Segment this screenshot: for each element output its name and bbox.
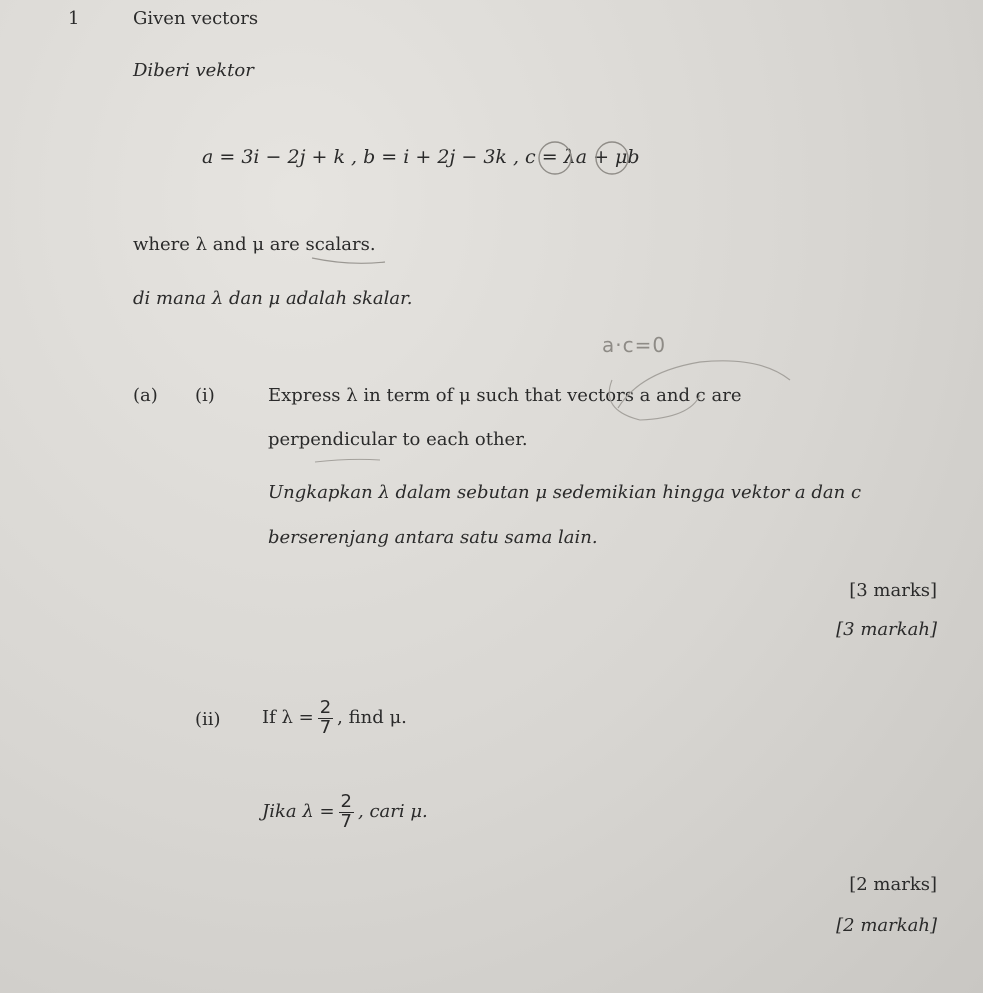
vectors-equation: a = 3i − 2j + k , b = i + 2j − 3k , c = λa + μb	[202, 146, 640, 168]
fraction-numerator: 2	[319, 696, 332, 718]
part-i-marks-malay: [3 markah]	[836, 619, 937, 640]
part-i-text-malay-line1: Ungkapkan λ dalam sebutan μ sedemikian hingga vektor a dan c	[268, 482, 862, 503]
circle-mu-annotation	[596, 142, 628, 174]
underline-scalars-annotation	[312, 258, 385, 263]
part-ii-marks-english: [2 marks]	[849, 874, 937, 895]
intro-malay: Diberi vektor	[133, 60, 254, 81]
part-ii-find-text: , find μ.	[337, 707, 407, 728]
part-ii-cari-text: , cari μ.	[358, 801, 428, 822]
part-ii-label: (ii)	[195, 709, 221, 730]
part-ii-jika-text: Jika λ =	[262, 801, 335, 822]
scalars-english: where λ and μ are scalars.	[133, 234, 376, 255]
part-i-text-english-line2: perpendicular to each other.	[268, 429, 528, 450]
part-ii-if-text: If λ =	[262, 707, 314, 728]
underline-perpendicular-annotation	[315, 459, 380, 462]
scalars-malay: di mana λ dan μ adalah skalar.	[133, 288, 413, 309]
circle-vectors-annotation	[609, 380, 700, 420]
part-i-label: (i)	[195, 385, 215, 406]
question-number: 1	[68, 8, 80, 29]
handwritten-note: a·c=0	[602, 333, 667, 357]
intro-english: Given vectors	[133, 8, 259, 29]
fraction-denominator: 7	[319, 716, 332, 738]
part-i-text-english-line1: Express λ in term of μ such that vectors a and c are	[268, 385, 742, 406]
fraction-numerator-malay: 2	[340, 790, 352, 812]
part-i-marks-english: [3 marks]	[849, 580, 937, 601]
part-a-label: (a)	[133, 385, 158, 406]
part-i-text-malay-line2: berserenjang antara satu sama lain.	[268, 527, 598, 548]
fraction-denominator-malay: 7	[340, 810, 352, 832]
circle-lambda-annotation	[539, 142, 571, 174]
arc-annotation	[618, 361, 790, 408]
part-ii-marks-malay: [2 markah]	[836, 915, 937, 936]
